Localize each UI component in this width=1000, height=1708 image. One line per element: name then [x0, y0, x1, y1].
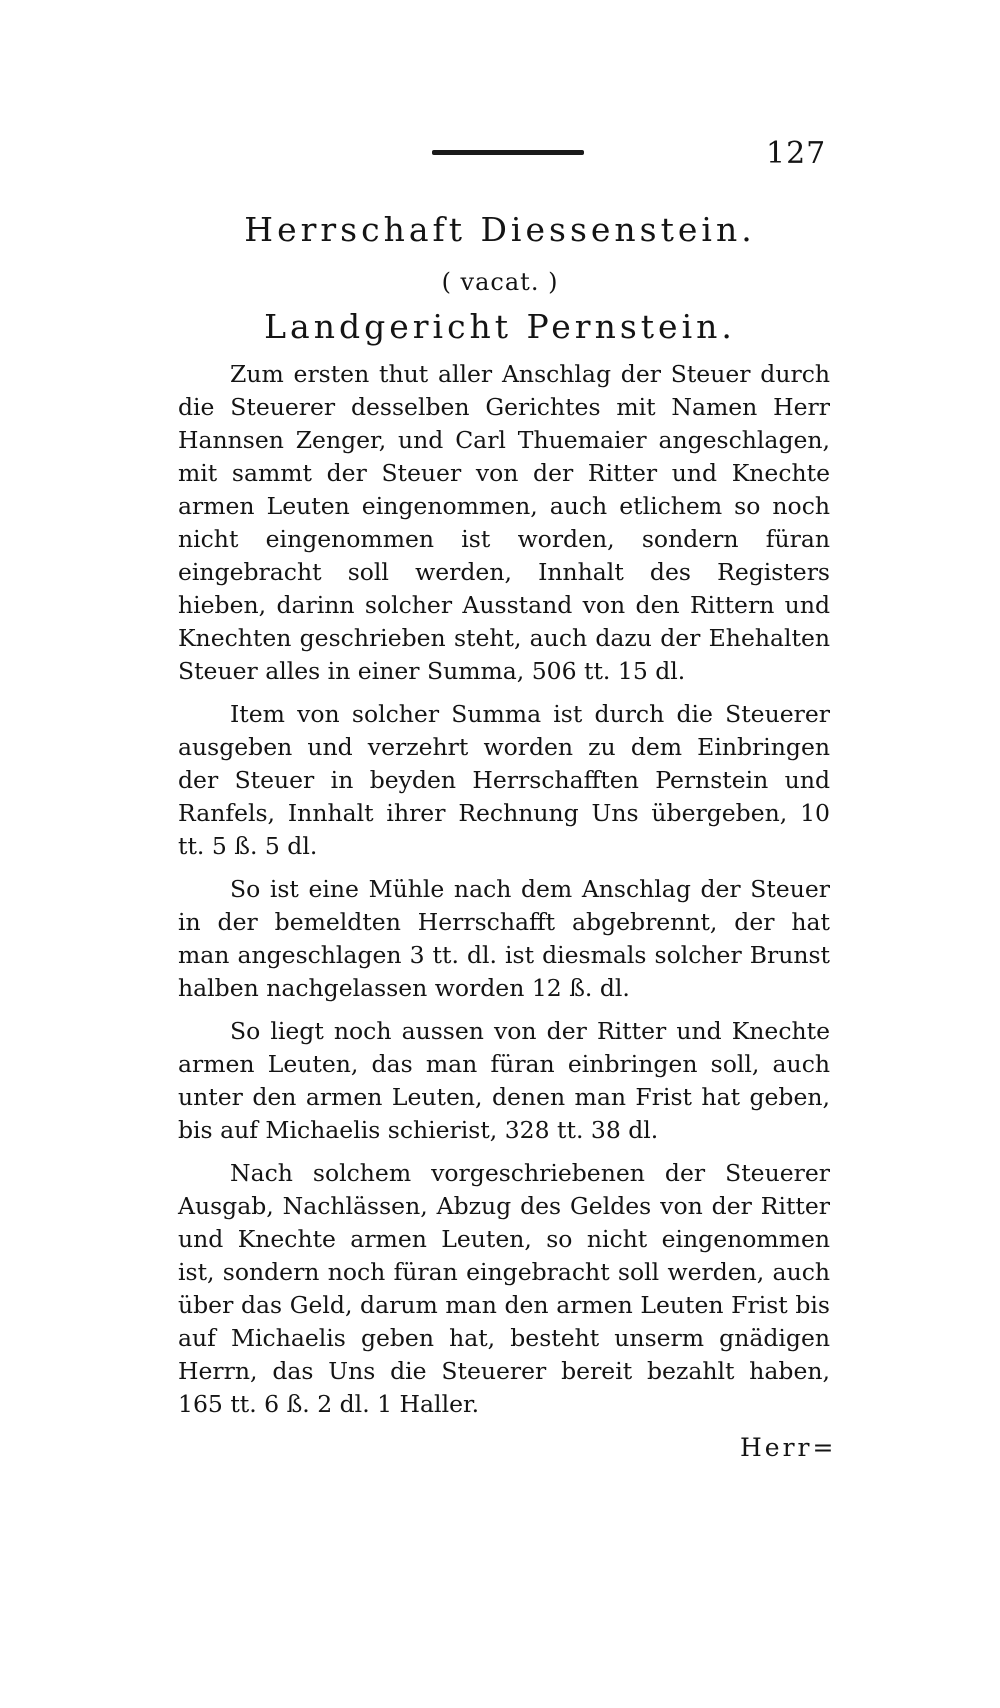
header-rule [432, 150, 584, 155]
paragraph-1: Zum ersten thut aller Anschlag der Steuer durch die Steuerer desselben Gerichtes mit Namen Herr Hannsen Zenger, und Carl Thuemaier angeschlagen, mit sammt der Steuer von der Ritter und Knechte armen Leuten eingenommen, auch etlichem so noch nicht eingenommen ist worden, sondern füran eingebracht soll werden, Innhalt des Registers hieben, darinn solcher Ausstand von den Rittern und Knechten geschrieben steht, auch dazu der Ehehalten Steuer alles in einer Summa, 506 tt. 15 dl. [178, 360, 830, 685]
vacat-note: ( vacat. ) [441, 268, 559, 296]
paragraph-5: Nach solchem vorgeschriebenen der Steuerer Ausgab, Nachlässen, Abzug des Geldes von der Ritter und Knechte armen Leuten, so nicht eingenommen ist, sondern noch füran eingebracht soll werden, auch über das Geld, darum man den armen Leuten Frist bis auf Michaelis geben hat, besteht unserm gnädigen Herrn, das Uns die Steuerer bereit bezahlt haben, 165 tt. 6 ß. 2 dl. 1 Haller. [178, 1159, 830, 1418]
catchword: Herr= [740, 1433, 837, 1462]
body-text [178, 358, 830, 1421]
section-subtitle: Landgericht Pernstein. [264, 307, 736, 346]
paragraph-2: Item von solcher Summa ist durch die Steuerer ausgeben und verzehrt worden zu dem Einbringen der Steuer in beyden Herrschafften Pernstein und Ranfels, Innhalt ihrer Rechnung Uns übergeben, 10 tt. 5 ß. 5 dl. [178, 700, 830, 860]
paragraph-4: So liegt noch aussen von der Ritter und Knechte armen Leuten, das man füran einbringen soll, auch unter den armen Leuten, denen man Frist hat geben, bis auf Michaelis schierist, 328 tt. 38 dl. [178, 1017, 830, 1144]
section-title: Herrschaft Diessenstein. [244, 210, 756, 249]
page-number: 127 [766, 136, 827, 171]
paragraph-3: So ist eine Mühle nach dem Anschlag der Steuer in der bemeldten Herrschafft abgebrennt, der hat man angeschlagen 3 tt. dl. ist diesmals solcher Brunst halben nachgelassen worden 12 ß. dl. [178, 875, 830, 1002]
